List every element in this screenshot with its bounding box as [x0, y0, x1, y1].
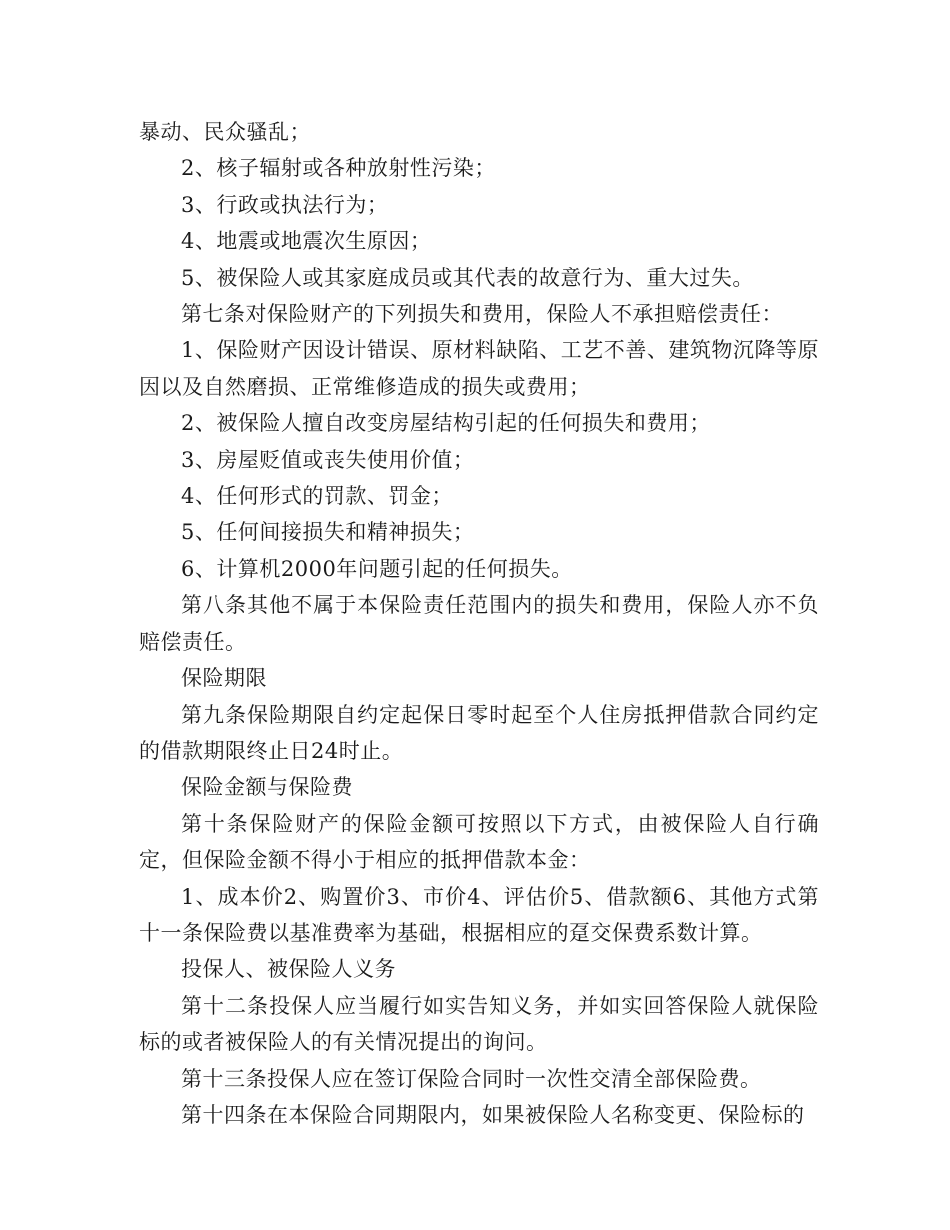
paragraph: 1、成本价2、购置价3、市价4、评估价5、借款额6、其他方式第十一条保险费以基准费率为基础，根据相应的趸交保费系数计算。	[139, 884, 819, 945]
paragraph: 4、地震或地震次生原因；	[181, 229, 432, 254]
paragraph: 4、任何形式的罚款、罚金；	[181, 484, 453, 509]
paragraph: 投保人、被保险人义务	[181, 957, 396, 982]
paragraph: 3、房屋贬值或丧失使用价值；	[181, 447, 475, 472]
paragraph: 1、保险财产因设计错误、原材料缺陷、工艺不善、建筑物沉降等原因以及自然磨损、正常维修造成的损失或费用；	[139, 338, 819, 399]
paragraph: 2、核子辐射或各种放射性污染；	[181, 156, 496, 181]
paragraph: 第十条保险财产的保险金额可按照以下方式，由被保险人自行确定，但保险金额不得小于相应的抵押借款本金：	[139, 811, 819, 873]
paragraph: 第七条对保险财产的下列损失和费用，保险人不承担赔偿责任：	[181, 302, 783, 327]
paragraph: 2、被保险人擅自改变房屋结构引起的任何损失和费用；	[181, 411, 711, 436]
paragraph: 保险金额与保险费	[181, 775, 353, 800]
paragraph: 保险期限	[181, 666, 267, 691]
document-body	[139, 114, 819, 1133]
paragraph: 第八条其他不属于本保险责任范围内的损失和费用，保险人亦不负赔偿责任。	[139, 593, 819, 654]
paragraph: 3、行政或执法行为；	[181, 192, 389, 217]
paragraph: 第十二条投保人应当履行如实告知义务，并如实回答保险人就保险标的或者被保险人的有关情况提出的询问。	[139, 993, 819, 1055]
paragraph: 第九条保险期限自约定起保日零时起至个人住房抵押借款合同约定的借款期限终止日24时止。	[139, 702, 819, 763]
paragraph: 5、被保险人或其家庭成员或其代表的故意行为、重大过失。	[181, 265, 754, 290]
paragraph: 暴动、民众骚乱；	[139, 120, 311, 144]
paragraph: 第十三条投保人应在签订保险合同时一次性交清全部保险费。	[181, 1066, 762, 1091]
paragraph: 5、任何间接损失和精神损失；	[181, 520, 475, 545]
paragraph: 6、计算机2000年问题引起的任何损失。	[181, 556, 573, 581]
paragraph: 第十四条在本保险合同期限内，如果被保险人名称变更、保险标的	[181, 1102, 805, 1127]
